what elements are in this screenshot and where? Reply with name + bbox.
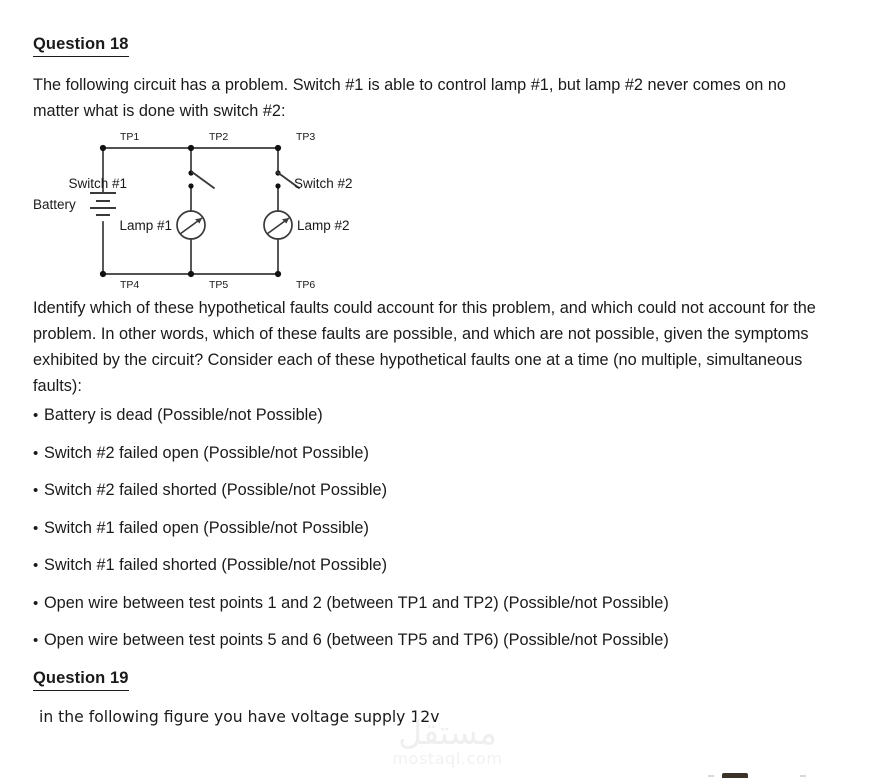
- bullet-glyph: •: [33, 519, 39, 537]
- fault-options-list: [33, 405, 833, 668]
- list-item: [33, 480, 833, 518]
- label-tp5: TP5: [209, 279, 229, 291]
- label-tp3: TP3: [296, 131, 316, 143]
- node-tp3: [275, 145, 281, 151]
- switch-1-symbol: [188, 170, 214, 188]
- label-lamp-2: Lamp #2: [297, 218, 350, 233]
- list-item: [33, 518, 833, 556]
- watermark-domain: mostaql.com: [392, 749, 503, 768]
- circuit-diagram: [28, 126, 398, 291]
- lamp-1-symbol: [177, 211, 205, 239]
- battery-symbol: [90, 193, 116, 215]
- fault-option-text: Switch #2 failed shorted (Possible/not Possible): [44, 481, 387, 499]
- node-tp4: [100, 271, 106, 277]
- list-item: [33, 443, 833, 481]
- node-tp5: [188, 271, 194, 277]
- question-18-identify-paragraph: Identify which of these hypothetical faults could account for this problem, and which could not account for the problem. In other words, which of these faults are possible, and which are not possible, given the symptoms exhibited by the circuit? Consider each of these hypothetical faults one at a time (no multiple, simultaneous faults):: [33, 299, 816, 395]
- question-18-heading: Question 18: [33, 35, 129, 57]
- bullet-glyph: •: [33, 594, 39, 612]
- label-tp6: TP6: [296, 279, 316, 291]
- bottom-figure-fragment-right: [800, 775, 806, 777]
- node-tp1: [100, 145, 106, 151]
- label-lamp-1: Lamp #1: [119, 218, 172, 233]
- list-item: [33, 593, 833, 631]
- bottom-figure-fragment: [722, 773, 748, 778]
- bullet-glyph: •: [33, 557, 39, 574]
- question-18-intro-paragraph: The following circuit has a problem. Switch #1 is able to control lamp #1, but lamp #2 never comes on no matter what is done with switch #2:: [33, 76, 786, 120]
- label-switch-2: Switch #2: [294, 176, 353, 191]
- question-19-text: in the following figure you have voltage supply 12v: [39, 708, 440, 726]
- bottom-figure-fragment-left: [708, 775, 714, 777]
- bullet-glyph: •: [33, 407, 39, 424]
- label-battery: Battery: [33, 197, 76, 212]
- fault-option-text: Open wire between test points 1 and 2 (between TP1 and TP2) (Possible/not Possible): [44, 593, 669, 612]
- label-switch-1: Switch #1: [68, 176, 127, 191]
- node-tp6: [275, 271, 281, 277]
- fault-option-text: Switch #1 failed open (Possible/not Possible): [44, 518, 369, 537]
- question-19-heading: Question 19: [33, 669, 129, 691]
- fault-option-text: Switch #2 failed open (Possible/not Possible): [44, 443, 369, 462]
- label-tp2: TP2: [209, 131, 229, 143]
- bullet-glyph: •: [33, 632, 39, 649]
- lamp-2-symbol: [264, 211, 292, 239]
- label-tp4: TP4: [120, 279, 140, 291]
- list-item: [33, 630, 833, 668]
- bullet-glyph: •: [33, 482, 39, 499]
- watermark: [390, 713, 505, 768]
- watermark-arabic-logo: مستقل: [398, 713, 497, 752]
- fault-option-text: Switch #1 failed shorted (Possible/not Possible): [44, 556, 387, 574]
- list-item: [33, 555, 833, 593]
- list-item: [33, 405, 833, 443]
- label-tp1: TP1: [120, 131, 140, 143]
- fault-option-text: Open wire between test points 5 and 6 (between TP5 and TP6) (Possible/not Possible): [44, 631, 669, 649]
- node-tp2: [188, 145, 194, 151]
- fault-option-text: Battery is dead (Possible/not Possible): [44, 406, 323, 424]
- bullet-glyph: •: [33, 444, 39, 462]
